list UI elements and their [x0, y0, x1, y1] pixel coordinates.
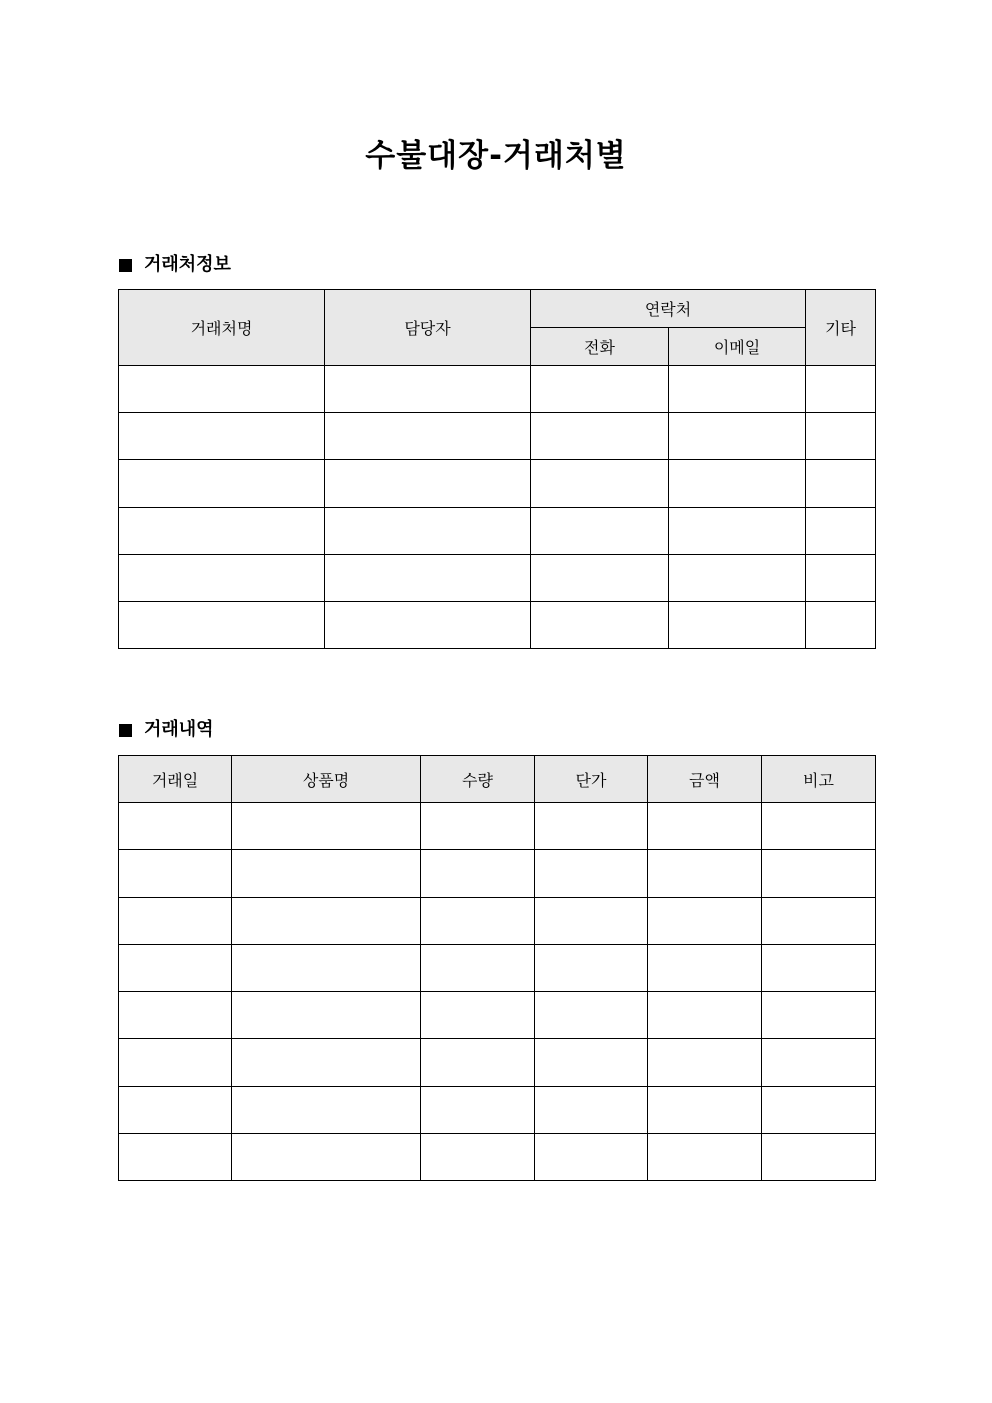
trade-table-cell[interactable] — [535, 803, 648, 850]
partner-table-cell[interactable] — [325, 554, 531, 601]
partner-table-cell[interactable] — [806, 601, 876, 648]
trade-table-cell[interactable] — [648, 1133, 762, 1180]
trade-table-cell[interactable] — [119, 850, 232, 897]
square-bullet-icon — [119, 259, 132, 272]
trade-table-cell[interactable] — [648, 944, 762, 991]
trade-table-cell[interactable] — [762, 944, 876, 991]
partner-table-cell[interactable] — [531, 366, 669, 413]
partner-table-cell[interactable] — [806, 413, 876, 460]
trade-table-cell[interactable] — [119, 1039, 232, 1086]
trade-table-cell[interactable] — [421, 1039, 535, 1086]
partner-table-row — [119, 413, 876, 460]
trade-table-row — [119, 897, 876, 944]
partner-table-cell[interactable] — [669, 554, 806, 601]
trade-table-cell[interactable] — [535, 897, 648, 944]
trade-table-cell[interactable] — [535, 1039, 648, 1086]
trade-history-table — [118, 755, 876, 1181]
partner-table-cell[interactable] — [669, 460, 806, 507]
partner-table-cell[interactable] — [531, 460, 669, 507]
partner-table-cell[interactable] — [531, 507, 669, 554]
partner-info-heading-label: 거래처정보 — [144, 254, 231, 275]
trade-table-row — [119, 803, 876, 850]
trade-table-cell[interactable] — [762, 897, 876, 944]
trade-table-cell[interactable] — [648, 1086, 762, 1133]
trade-table-row — [119, 1086, 876, 1133]
trade-table-row — [119, 1039, 876, 1086]
partner-info-heading — [119, 252, 231, 278]
partner-table-cell[interactable] — [119, 460, 325, 507]
partner-header-row — [119, 290, 876, 328]
header-product-name: 상품명 — [232, 756, 421, 803]
trade-table-cell[interactable] — [535, 1133, 648, 1180]
partner-table-cell[interactable] — [806, 507, 876, 554]
partner-table-cell[interactable] — [119, 413, 325, 460]
partner-table-cell[interactable] — [325, 366, 531, 413]
trade-table-cell[interactable] — [535, 944, 648, 991]
trade-table-cell[interactable] — [762, 992, 876, 1039]
partner-table-cell[interactable] — [119, 507, 325, 554]
partner-table-cell[interactable] — [531, 413, 669, 460]
trade-table-cell[interactable] — [421, 1133, 535, 1180]
trade-table-cell[interactable] — [421, 897, 535, 944]
trade-history-heading — [119, 717, 214, 743]
partner-table-cell[interactable] — [325, 507, 531, 554]
page-title: 수불대장-거래처별 — [365, 138, 627, 174]
partner-table-row — [119, 460, 876, 507]
trade-table-cell[interactable] — [119, 1086, 232, 1133]
partner-table-cell[interactable] — [325, 601, 531, 648]
trade-table-cell[interactable] — [648, 1039, 762, 1086]
trade-table-cell[interactable] — [232, 1133, 421, 1180]
trade-table-cell[interactable] — [232, 803, 421, 850]
header-unit-price: 단가 — [535, 756, 648, 803]
trade-table-cell[interactable] — [535, 992, 648, 1039]
partner-table-cell[interactable] — [531, 601, 669, 648]
header-partner-name: 거래처명 — [119, 290, 325, 366]
trade-table-cell[interactable] — [535, 850, 648, 897]
partner-table-cell[interactable] — [669, 507, 806, 554]
trade-table-cell[interactable] — [119, 992, 232, 1039]
partner-table-cell[interactable] — [669, 366, 806, 413]
trade-table-cell[interactable] — [232, 897, 421, 944]
partner-table-cell[interactable] — [119, 601, 325, 648]
header-remarks: 비고 — [762, 756, 876, 803]
trade-table-cell[interactable] — [421, 803, 535, 850]
partner-table-row — [119, 554, 876, 601]
trade-table-cell[interactable] — [119, 897, 232, 944]
trade-table-cell[interactable] — [421, 1086, 535, 1133]
partner-table-cell[interactable] — [325, 460, 531, 507]
partner-table-row — [119, 601, 876, 648]
trade-table-row — [119, 850, 876, 897]
trade-table-cell[interactable] — [232, 1039, 421, 1086]
header-manager: 담당자 — [325, 290, 531, 366]
trade-table-cell[interactable] — [232, 1086, 421, 1133]
partner-table-cell[interactable] — [669, 413, 806, 460]
trade-history-heading-label: 거래내역 — [144, 719, 214, 740]
trade-table-cell[interactable] — [535, 1086, 648, 1133]
partner-table-row — [119, 366, 876, 413]
trade-table-cell[interactable] — [232, 992, 421, 1039]
trade-table-row — [119, 944, 876, 991]
square-bullet-icon — [119, 724, 132, 737]
trade-table-cell[interactable] — [648, 803, 762, 850]
partner-table-cell[interactable] — [119, 366, 325, 413]
trade-table-cell[interactable] — [421, 992, 535, 1039]
trade-table-cell[interactable] — [762, 850, 876, 897]
trade-table-cell[interactable] — [648, 897, 762, 944]
trade-table-cell[interactable] — [232, 944, 421, 991]
partner-table-cell[interactable] — [119, 554, 325, 601]
header-email: 이메일 — [669, 328, 806, 366]
trade-table-row — [119, 992, 876, 1039]
trade-table-cell[interactable] — [421, 850, 535, 897]
partner-table-cell[interactable] — [806, 554, 876, 601]
header-amount: 금액 — [648, 756, 762, 803]
partner-table-cell[interactable] — [531, 554, 669, 601]
partner-table-cell[interactable] — [806, 460, 876, 507]
trade-table-cell[interactable] — [762, 1039, 876, 1086]
trade-table-cell[interactable] — [762, 803, 876, 850]
partner-table-cell[interactable] — [669, 601, 806, 648]
trade-table-cell[interactable] — [119, 944, 232, 991]
header-quantity: 수량 — [421, 756, 535, 803]
trade-table-cell[interactable] — [648, 850, 762, 897]
trade-table-cell[interactable] — [232, 850, 421, 897]
trade-table-cell[interactable] — [119, 803, 232, 850]
trade-table-row — [119, 1133, 876, 1180]
partner-info-table — [118, 289, 876, 649]
trade-header-row — [119, 756, 876, 803]
partner-table-row — [119, 507, 876, 554]
trade-table-cell[interactable] — [119, 1133, 232, 1180]
trade-table-cell[interactable] — [421, 944, 535, 991]
trade-table-cell[interactable] — [648, 992, 762, 1039]
trade-table-cell[interactable] — [762, 1086, 876, 1133]
header-contact: 연락처 — [531, 290, 806, 328]
partner-table-cell[interactable] — [806, 366, 876, 413]
header-phone: 전화 — [531, 328, 669, 366]
trade-table-cell[interactable] — [762, 1133, 876, 1180]
header-trade-date: 거래일 — [119, 756, 232, 803]
header-etc: 기타 — [806, 290, 876, 366]
partner-table-cell[interactable] — [325, 413, 531, 460]
